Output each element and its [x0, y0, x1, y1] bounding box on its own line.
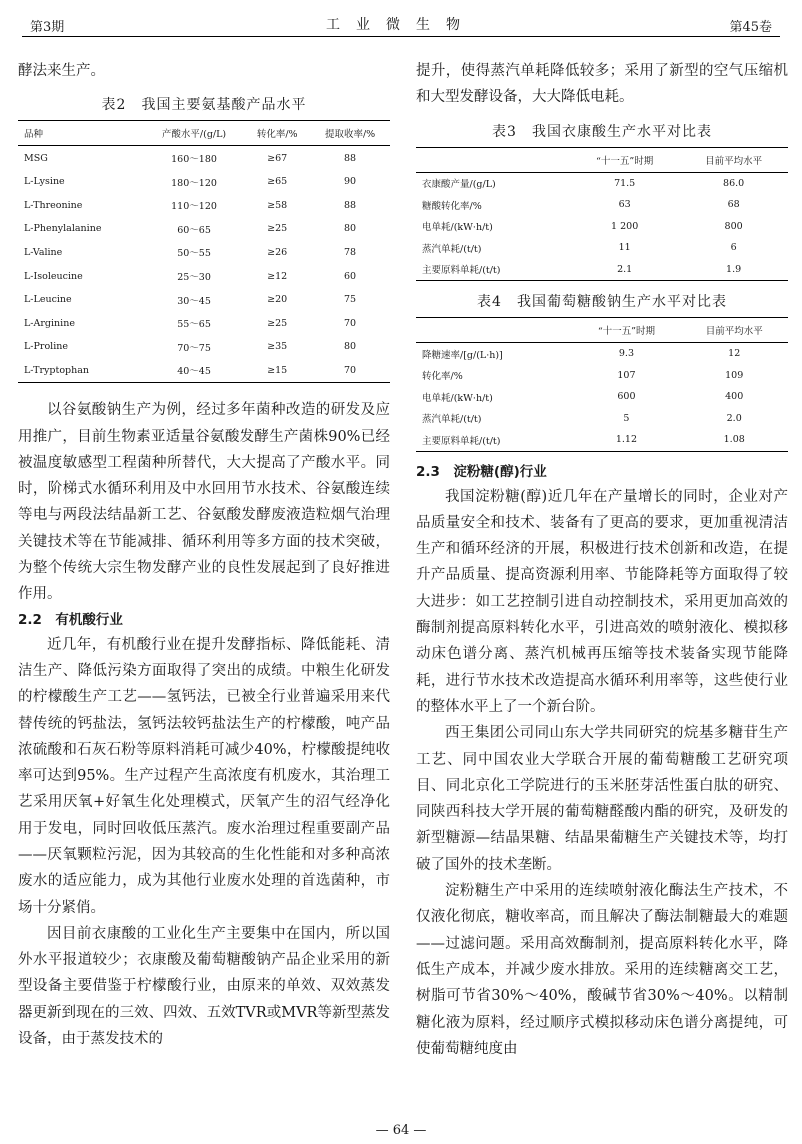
- table-header-cell: “十一五”时期: [597, 326, 656, 338]
- table-row: [18, 335, 390, 359]
- table-row: [416, 429, 788, 451]
- table-cell: ≥26: [267, 246, 288, 258]
- table-row: [416, 365, 788, 387]
- table4-sodium-gluconate: [416, 317, 788, 452]
- table-cell: 2.0: [726, 412, 742, 424]
- table-cell: ≥58: [267, 199, 288, 211]
- table-cell: L-Arginine: [24, 317, 75, 329]
- table-header-cell: 转化率/%: [256, 129, 298, 141]
- table2-amino-acids: [18, 120, 390, 383]
- table-cell: 86.0: [723, 177, 745, 189]
- journal-title: 工业微生物: [326, 17, 476, 33]
- paragraph: 因目前衣康酸的工业化生产主要集中在国内，所以国外水平报道较少；衣康酸及葡萄糖酸钠产品企业采用的新型设备主要借鉴于柠檬酸行业，由原来的单效、双效蒸发器更新到现在的三效、四效、五效TVR或MVR等新型蒸发设备，由于蒸发技术的: [18, 925, 390, 1048]
- table-header-cell: [416, 147, 570, 172]
- table-cell: 55～65: [177, 319, 211, 331]
- section-heading-2-3: 2.3 淀粉糖(醇)行业: [416, 463, 547, 480]
- table-row: [18, 146, 390, 170]
- paragraph: 西王集团公司同山东大学共同研究的烷基多糖苷生产工艺、同中国农业大学联合开展的葡萄糖酸工艺研究项目、同北京化工学院进行的玉米胚芽活性蛋白肽的研究、同陕西科技大学开展的葡萄糖醛酸内酯的研究，及研发的新型糖源—结晶果糖、结晶果葡糖生产关键技术等，均打破了国外的技术垄断。: [416, 725, 788, 873]
- table-cell: 2.1: [617, 263, 633, 275]
- table-cell: 衣康酸产量/(g/L): [422, 179, 496, 191]
- table-cell: 1 200: [611, 220, 639, 232]
- table-cell: 88: [344, 199, 357, 211]
- table-header-cell: 品种: [24, 129, 44, 141]
- table-header-cell: 目前平均水平: [705, 326, 763, 338]
- table-header-cell: “十一五”时期: [596, 155, 654, 167]
- table-cell: 800: [724, 220, 743, 232]
- paragraph: 以谷氨酸钠生产为例，经过多年菌种改造的研发及应用推广，目前生物素亚适量谷氨酸发酵生产菌株90%已经被温度敏感型工程菌种所替代，大大提高了产酸水平。同时，阶梯式水循环利用及中水回用节水技术、谷氨酸连续等电与两段法结晶新工艺、谷氨酸发酵废液造粒烟气治理关键技术等在节能减排、循环利用等多方面的技术突破，为整个传统大宗生物发酵产业的良性发展起到了良好推进作用。: [18, 402, 390, 603]
- page-number: — 64 —: [375, 1123, 427, 1138]
- table-cell: ≥15: [267, 364, 288, 376]
- table-cell: 主要原料单耗/(t/t): [422, 435, 501, 447]
- table-cell: 78: [344, 246, 357, 258]
- table-cell: ≥35: [267, 341, 288, 353]
- table-cell: 600: [617, 391, 636, 403]
- table-row: [416, 172, 788, 194]
- table-header-cell: 产酸水平/(g/L): [161, 129, 227, 141]
- table-cell: 1.12: [615, 434, 638, 446]
- table-cell: 主要原料单耗/(t/t): [422, 265, 501, 277]
- table-row: [416, 386, 788, 408]
- table-cell: 转化率/%: [422, 371, 463, 383]
- table3-itaconic-acid: [416, 147, 788, 282]
- paragraph: 淀粉糖生产中采用的连续喷射液化酶法生产技术，不仅液化彻底，糖收率高，而且解决了酶法制糖最大的难题——过滤问题。采用高效酶制剂，提高原料转化水平，降低生产成本，并减少废水排放。采用的连续糖离交工艺，树脂可节省30%～40%，酸碱节省30%～40%。以精制糖化液为原料，经过顺序式模拟移动床色谱分离提纯，可使葡萄糖纯度由: [416, 883, 788, 1057]
- table-cell: L-Threonine: [24, 199, 83, 211]
- table-cell: 75: [344, 294, 357, 306]
- table-cell: 蒸汽单耗/(t/t): [422, 243, 482, 255]
- volume-number: 第45卷: [729, 20, 772, 35]
- table-row: [18, 311, 390, 335]
- table-cell: 蒸汽单耗/(t/t): [422, 414, 482, 426]
- table-row: [416, 237, 788, 259]
- table-cell: 160～180: [171, 154, 217, 166]
- table-cell: 60～65: [177, 224, 211, 236]
- table-cell: 109: [725, 369, 744, 381]
- table-cell: ≥65: [267, 176, 288, 188]
- table-cell: 110～120: [171, 201, 217, 213]
- table-cell: 40～45: [177, 366, 211, 378]
- table-cell: ≥20: [267, 294, 288, 306]
- table-cell: 70: [344, 364, 357, 376]
- table-cell: L-Valine: [24, 246, 63, 258]
- table-cell: 30～45: [177, 295, 211, 307]
- table-row: [416, 194, 788, 216]
- table-cell: L-Isoleucine: [24, 270, 83, 282]
- table-cell: 50～55: [177, 248, 211, 260]
- table-row: [18, 241, 390, 265]
- table-row: [18, 359, 390, 383]
- table-cell: ≥12: [267, 270, 288, 282]
- table-cell: 1.9: [726, 263, 742, 275]
- table-header-cell: 提取收率/%: [324, 129, 376, 141]
- table-row: [18, 193, 390, 217]
- right-column: [416, 58, 788, 1062]
- table-header-cell: [416, 318, 572, 343]
- table-row: [18, 264, 390, 288]
- table-cell: 降糖速率/[g/(L·h)]: [422, 349, 503, 361]
- table4-caption: 表4 我国葡萄糖酸钠生产水平对比表: [477, 294, 727, 311]
- paragraph: 酵法来生产。: [18, 63, 105, 79]
- table-cell: 电单耗/(kW·h/t): [422, 222, 493, 234]
- table-row: [18, 288, 390, 312]
- table-cell: 88: [344, 152, 357, 164]
- table-row: [416, 408, 788, 430]
- table-header-cell: 目前平均水平: [705, 155, 763, 167]
- table2-caption: 表2 我国主要氨基酸产品水平: [101, 97, 307, 114]
- table-cell: 6: [730, 242, 737, 254]
- table-cell: 70: [344, 317, 357, 329]
- table-cell: MSG: [24, 152, 48, 164]
- table-cell: 5: [623, 412, 630, 424]
- table-cell: 68: [727, 199, 740, 211]
- table-cell: 60: [344, 270, 357, 282]
- table-cell: L-Tryptophan: [24, 364, 90, 376]
- paragraph: 近几年，有机酸行业在提升发酵指标、降低能耗、清洁生产、降低污染方面取得了突出的成绩。中粮生化研发的柠檬酸生产工艺——氢钙法，已被全行业普遍采用来代替传统的钙盐法，氢钙法较钙盐法生产的柠檬酸，吨产品浓硫酸和石灰石粉等原料消耗可减少40%，柠檬酸提纯收率可达到95%。生产过程产生高浓度有机废水，其治理工艺采用厌氧+好氧生化处理模式，厌氧产生的沼气经净化用于发电，同时回收低压蒸汽。废水治理过程重要副产品——厌氧颗粒污泥，因为其较高的生化性能和对多种高浓废水的适应能力，成为其他行业废水处理的首选菌种，市场十分紧俏。: [18, 636, 390, 916]
- table-cell: 71.5: [614, 177, 636, 189]
- table-cell: 180～120: [171, 177, 217, 189]
- table-cell: 25～30: [177, 272, 211, 284]
- table-cell: 400: [725, 391, 744, 403]
- table-cell: 63: [618, 199, 631, 211]
- table-cell: 80: [344, 223, 357, 235]
- table-cell: 11: [618, 242, 631, 254]
- table-cell: 80: [344, 341, 357, 353]
- table-cell: 糖酸转化率/%: [422, 200, 482, 212]
- issue-number: 第3期: [30, 20, 65, 35]
- table-row: [416, 216, 788, 238]
- table-cell: ≥67: [267, 152, 288, 164]
- left-column: [18, 58, 390, 1052]
- table-cell: 12: [728, 348, 741, 360]
- table3-caption: 表3 我国衣康酸生产水平对比表: [492, 123, 712, 140]
- table-cell: L-Lysine: [24, 176, 65, 188]
- table-cell: L-Proline: [24, 341, 68, 353]
- section-heading-2-2: 2.2 有机酸行业: [18, 611, 123, 628]
- paragraph: 提升，使得蒸汽单耗降低较多；采用了新型的空气压缩机和大型发酵设备，大大降低电耗。: [416, 63, 788, 106]
- table-cell: ≥25: [267, 317, 288, 329]
- page-header: [22, 10, 780, 37]
- table-cell: L-Phenylalanine: [24, 223, 102, 235]
- table-cell: 90: [344, 176, 357, 188]
- table-cell: 1.08: [723, 434, 745, 446]
- table-cell: L-Leucine: [24, 294, 72, 306]
- table-row: [416, 259, 788, 281]
- table-cell: 电单耗/(kW·h/t): [422, 392, 493, 404]
- table-cell: 70～75: [177, 342, 211, 354]
- paragraph: 我国淀粉糖(醇)近几年在产量增长的同时，企业对产品质量安全和技术、装备有了更高的要求，更加重视清洁生产和循环经济的开展，积极进行技术创新和改造，在提升产品质量、提高资源利用率、节能降耗等方面取得了较大进步：如工艺控制引进自动控制技术，采用更加高效的酶制剂提高原料转化水平，引进高效的喷射液化、模拟移动床色谱分离、蒸汽机械再压缩等技术装备实现节能降耗，进行节水技术改造提高水循环利用率等，这些使行业的整体水平上了一个新台阶。: [416, 488, 788, 715]
- table-row: [18, 170, 390, 194]
- table-cell: ≥25: [267, 223, 288, 235]
- table-cell: 107: [617, 369, 636, 381]
- table-cell: 9.3: [618, 348, 634, 360]
- table-row: [18, 217, 390, 241]
- table-row: [416, 343, 788, 365]
